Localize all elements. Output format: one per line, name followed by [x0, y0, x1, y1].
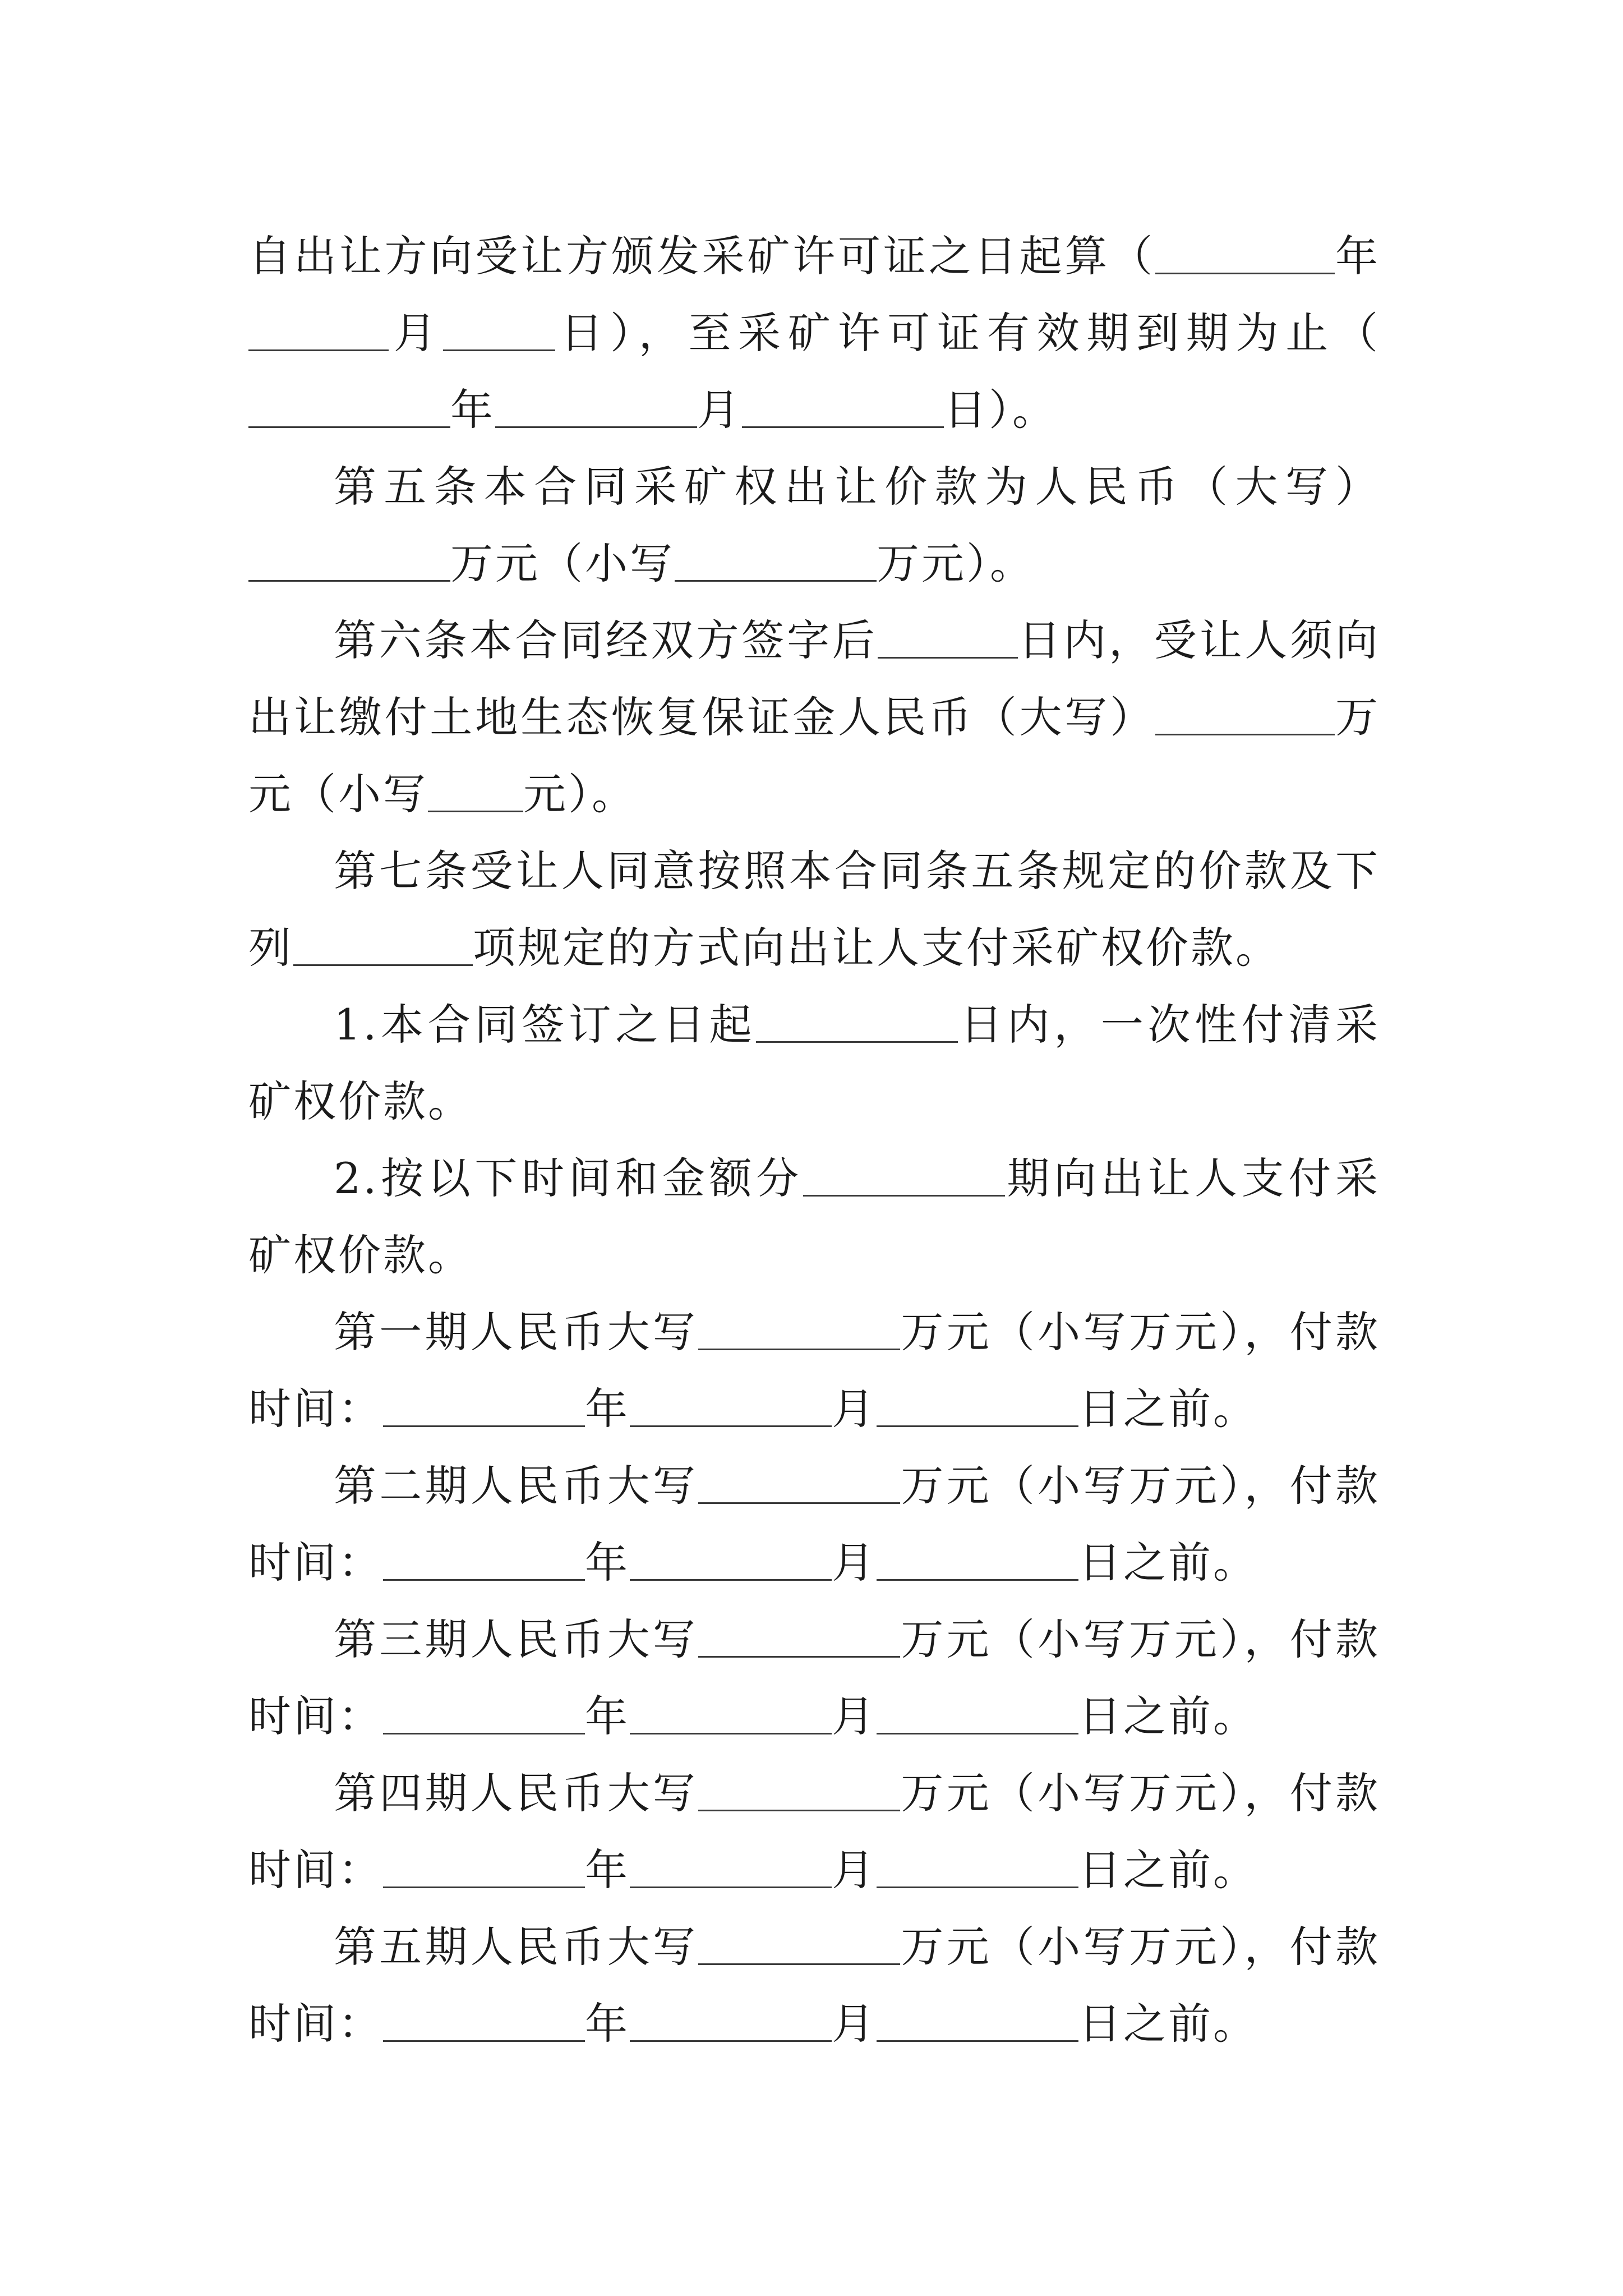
blank-field	[630, 1539, 832, 1581]
text: 万元（小写万元），付款时间：	[248, 1922, 1381, 2049]
text: 年	[1335, 231, 1381, 281]
blank-field	[293, 924, 473, 966]
blank-field	[877, 1539, 1078, 1581]
text: 年	[585, 1384, 630, 1434]
text: 月	[832, 1999, 877, 2049]
blank-field	[1155, 693, 1335, 735]
text: 月	[697, 385, 742, 435]
text: 第六条本合同经双方签字后	[334, 615, 878, 665]
installment-1	[248, 1294, 1380, 1447]
text: 项规定的方式向出让人支付采矿权价款。	[473, 923, 1280, 973]
text: 年	[585, 1691, 630, 1741]
installment-4	[248, 1755, 1380, 1908]
blank-field	[383, 2000, 585, 2042]
blank-field	[877, 1692, 1078, 1734]
blank-field	[698, 1462, 900, 1504]
text: 万元（小写	[248, 692, 1381, 819]
blank-field	[495, 386, 697, 428]
text: 第五条本合同采矿权出让价款为人民币（大写）	[334, 462, 1380, 512]
text: 年	[450, 385, 495, 435]
text: 日内，受让人须向出让缴付土地生态恢复保证金人民币（大写）	[248, 615, 1381, 742]
text: 第七条受让人同意按照本合同条五条规定的价款及下列	[248, 846, 1380, 973]
installment-3	[248, 1601, 1380, 1755]
blank-field	[698, 1923, 900, 1965]
text: 日之前。	[1078, 1999, 1258, 2049]
text: 第二期人民币大写	[334, 1461, 699, 1511]
text: 年	[585, 1538, 630, 1588]
text: 第五期人民币大写	[334, 1922, 699, 1972]
text: 月	[832, 1538, 877, 1588]
blank-field	[383, 1385, 585, 1427]
blank-field	[756, 1001, 958, 1043]
text: 日之前。	[1078, 1691, 1258, 1741]
blank-field	[248, 540, 450, 582]
blank-field	[248, 309, 389, 351]
blank-field	[877, 2000, 1078, 2042]
text: 万元（小写万元），付款时间：	[248, 1614, 1381, 1741]
blank-field	[248, 386, 450, 428]
text: 月	[832, 1384, 877, 1434]
text: 日内，一次性付清采矿权价款。	[248, 1000, 1381, 1126]
clause-2	[248, 1140, 1380, 1294]
text: 期向出让人支付采矿权价款。	[248, 1153, 1381, 1280]
text: 月	[832, 1845, 877, 1895]
text: 月	[832, 1691, 877, 1741]
blank-field	[742, 386, 944, 428]
text: 第四期人民币大写	[334, 1768, 699, 1818]
text: 1.本合同签订之日起	[334, 1000, 757, 1050]
text: 日之前。	[1078, 1845, 1258, 1895]
blank-field	[443, 309, 555, 351]
text: 2.按以下时间和金额分	[334, 1153, 803, 1203]
blank-field	[630, 1385, 832, 1427]
blank-field	[383, 1539, 585, 1581]
blank-field	[698, 1616, 900, 1658]
text: 自出让方向受让方颁发采矿许可证之日起算（	[248, 231, 1156, 281]
text: 日）。	[944, 385, 1057, 435]
contract-text	[248, 218, 1380, 2062]
text: 年	[585, 1999, 630, 2049]
text: 年	[585, 1845, 630, 1895]
blank-field	[877, 1846, 1078, 1888]
text: 日），至采矿许可证有效期到期为止（	[555, 308, 1381, 358]
blank-field	[1155, 232, 1335, 274]
blank-field	[698, 1308, 900, 1350]
blank-field	[675, 540, 877, 582]
text: 万元（小写	[450, 539, 675, 588]
blank-field	[877, 1385, 1078, 1427]
article-5	[248, 448, 1380, 602]
paragraph-term	[248, 218, 1380, 448]
article-6	[248, 602, 1380, 832]
blank-field	[698, 1769, 900, 1811]
clause-1	[248, 986, 1380, 1140]
text: 第一期人民币大写	[334, 1307, 699, 1357]
blank-field	[803, 1154, 1005, 1197]
text: 万元（小写万元），付款时间：	[248, 1461, 1381, 1588]
blank-field	[630, 1692, 832, 1734]
blank-field	[428, 770, 523, 812]
blank-field	[630, 1846, 832, 1888]
text: 元）。	[523, 769, 637, 819]
blank-field	[630, 2000, 832, 2042]
installment-2	[248, 1447, 1380, 1601]
blank-field	[383, 1846, 585, 1888]
blank-field	[878, 616, 1018, 659]
text: 日之前。	[1078, 1538, 1258, 1588]
text: 万元（小写万元），付款时间：	[248, 1307, 1381, 1434]
text: 日之前。	[1078, 1384, 1258, 1434]
text: 万元（小写万元），付款时间：	[248, 1768, 1381, 1895]
text: 月	[389, 308, 444, 358]
article-7	[248, 832, 1380, 986]
blank-field	[383, 1692, 585, 1734]
text: 第三期人民币大写	[334, 1614, 699, 1664]
text: 万元）。	[877, 539, 1035, 588]
installment-5	[248, 1908, 1380, 2062]
